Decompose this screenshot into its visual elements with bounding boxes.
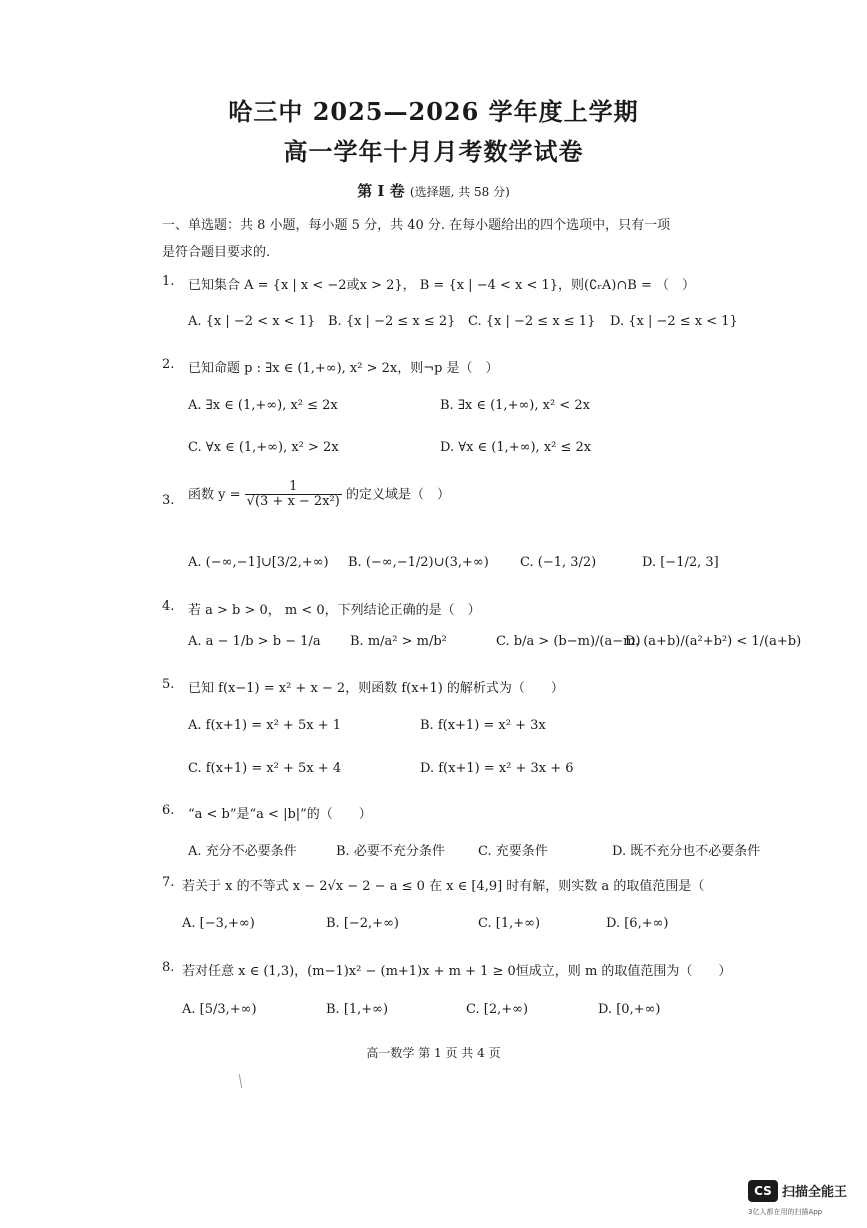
q1-option-c: C. {x | −2 ≤ x ≤ 1} — [468, 314, 596, 329]
q8-stem: 若对任意 x ∈ (1,3)，(m−1)x² − (m+1)x + m + 1 ≥ 0恒成立，则 m 的取值范围为（ ） — [182, 964, 732, 979]
q7-option-d: D. [6,+∞) — [606, 916, 669, 931]
q1-option-b: B. {x | −2 ≤ x ≤ 2} — [328, 314, 456, 329]
q3-stem — [188, 480, 450, 510]
q4-option-b: B. m/a² > m/b² — [350, 634, 447, 649]
q1-option-a: A. {x | −2 < x < 1} — [188, 314, 316, 329]
q8-option-a: A. [5/3,+∞) — [182, 1002, 257, 1017]
q2-option-c: C. ∀x ∈ (1,+∞), x² > 2x — [188, 440, 339, 455]
q3-option-d: D. [−1/2, 3] — [642, 555, 719, 570]
q2-option-b: B. ∃x ∈ (1,+∞), x² < 2x — [440, 398, 590, 413]
exam-title-line1: 哈三中 2025—2026 学年度上学期 — [228, 97, 639, 126]
q4-option-c: C. b/a > (b−m)/(a−m) — [496, 634, 641, 649]
exam-title-line2: 高一学年十月月考数学试卷 — [283, 137, 584, 166]
q5-option-c: C. f(x+1) = x² + 5x + 4 — [188, 761, 342, 776]
q1-option-d: D. {x | −2 ≤ x < 1} — [610, 314, 738, 329]
camscanner-logo-icon: CS — [748, 1180, 778, 1202]
q8-option-b: B. [1,+∞) — [326, 1002, 389, 1017]
q3-number: 3. — [162, 493, 175, 508]
q2-stem: 已知命题 p : ∃x ∈ (1,+∞), x² > 2x，则¬p 是（ ） — [188, 361, 499, 376]
q8-number: 8. — [162, 960, 175, 975]
section-note: (选择题, 共 58 分) — [409, 185, 510, 199]
q2-option-d: D. ∀x ∈ (1,+∞), x² ≤ 2x — [440, 440, 592, 455]
scan-mark — [239, 1074, 242, 1088]
q3-stem-post: 的定义域是（ ） — [345, 487, 450, 503]
camscanner-name: 扫描全能王 — [782, 1185, 848, 1200]
q3-fraction — [245, 480, 342, 510]
q6-option-c: C. 充要条件 — [478, 844, 548, 859]
q2-option-a: A. ∃x ∈ (1,+∞), x² ≤ 2x — [188, 398, 338, 413]
q2-number: 2. — [162, 357, 175, 372]
section-heading — [0, 180, 867, 201]
q3-option-b: B. (−∞,−1/2)∪(3,+∞) — [348, 555, 489, 570]
q4-option-a: A. a − 1/b > b − 1/a — [188, 634, 321, 649]
q6-stem: “a < b”是“a < |b|”的（ ） — [188, 807, 372, 822]
q6-option-b: B. 必要不充分条件 — [336, 844, 445, 859]
q4-number: 4. — [162, 599, 175, 614]
camscanner-tagline: 3亿人都在用的扫描App — [748, 1208, 823, 1216]
q5-option-b: B. f(x+1) = x² + 3x — [420, 718, 546, 733]
q5-number: 5. — [162, 677, 175, 692]
page-footer: 高一数学 第 1 页 共 4 页 — [366, 1046, 501, 1060]
q3-fraction-denominator: √(3 + x − 2x²) — [246, 494, 340, 510]
q7-option-b: B. [−2,+∞) — [326, 916, 399, 931]
q6-option-d: D. 既不充分也不必要条件 — [612, 844, 761, 859]
q8-option-c: C. [2,+∞) — [466, 1002, 529, 1017]
q5-option-d: D. f(x+1) = x² + 3x + 6 — [420, 761, 574, 776]
q3-fraction-numerator: 1 — [245, 480, 342, 495]
q7-number: 7. — [162, 875, 175, 890]
q5-option-a: A. f(x+1) = x² + 5x + 1 — [188, 718, 341, 733]
q7-option-a: A. [−3,+∞) — [182, 916, 255, 931]
instructions-line2: 是符合题目要求的. — [162, 245, 271, 260]
q7-stem: 若关于 x 的不等式 x − 2√x − 2 − a ≤ 0 在 x ∈ [4,9] 时有解，则实数 a 的取值范围是（ — [182, 879, 705, 894]
q4-stem: 若 a > b > 0， m < 0，下列结论正确的是（ ） — [188, 603, 481, 618]
q1-stem: 已知集合 A = {x | x < −2或x > 2}， B = {x | −4 < x < 1}，则(∁ᵣA)∩B = （ ） — [188, 278, 695, 293]
q1-number: 1. — [162, 274, 175, 289]
section-label: 第 I 卷 — [357, 182, 405, 200]
q8-option-d: D. [0,+∞) — [598, 1002, 661, 1017]
q3-option-c: C. (−1, 3/2) — [520, 555, 597, 570]
instructions-line1: 一、单选题：共 8 小题，每小题 5 分，共 40 分. 在每小题给出的四个选项中，只有一项 — [162, 218, 671, 233]
q4-option-d: D. (a+b)/(a²+b²) < 1/(a+b) — [625, 634, 802, 649]
q7-option-c: C. [1,+∞) — [478, 916, 541, 931]
q3-option-a: A. (−∞,−1]∪[3/2,+∞) — [188, 555, 329, 570]
q5-stem: 已知 f(x−1) = x² + x − 2，则函数 f(x+1) 的解析式为（ ） — [188, 681, 564, 696]
q6-number: 6. — [162, 803, 175, 818]
q3-stem-pre: 函数 y = — [188, 487, 241, 503]
q6-option-a: A. 充分不必要条件 — [188, 844, 297, 859]
